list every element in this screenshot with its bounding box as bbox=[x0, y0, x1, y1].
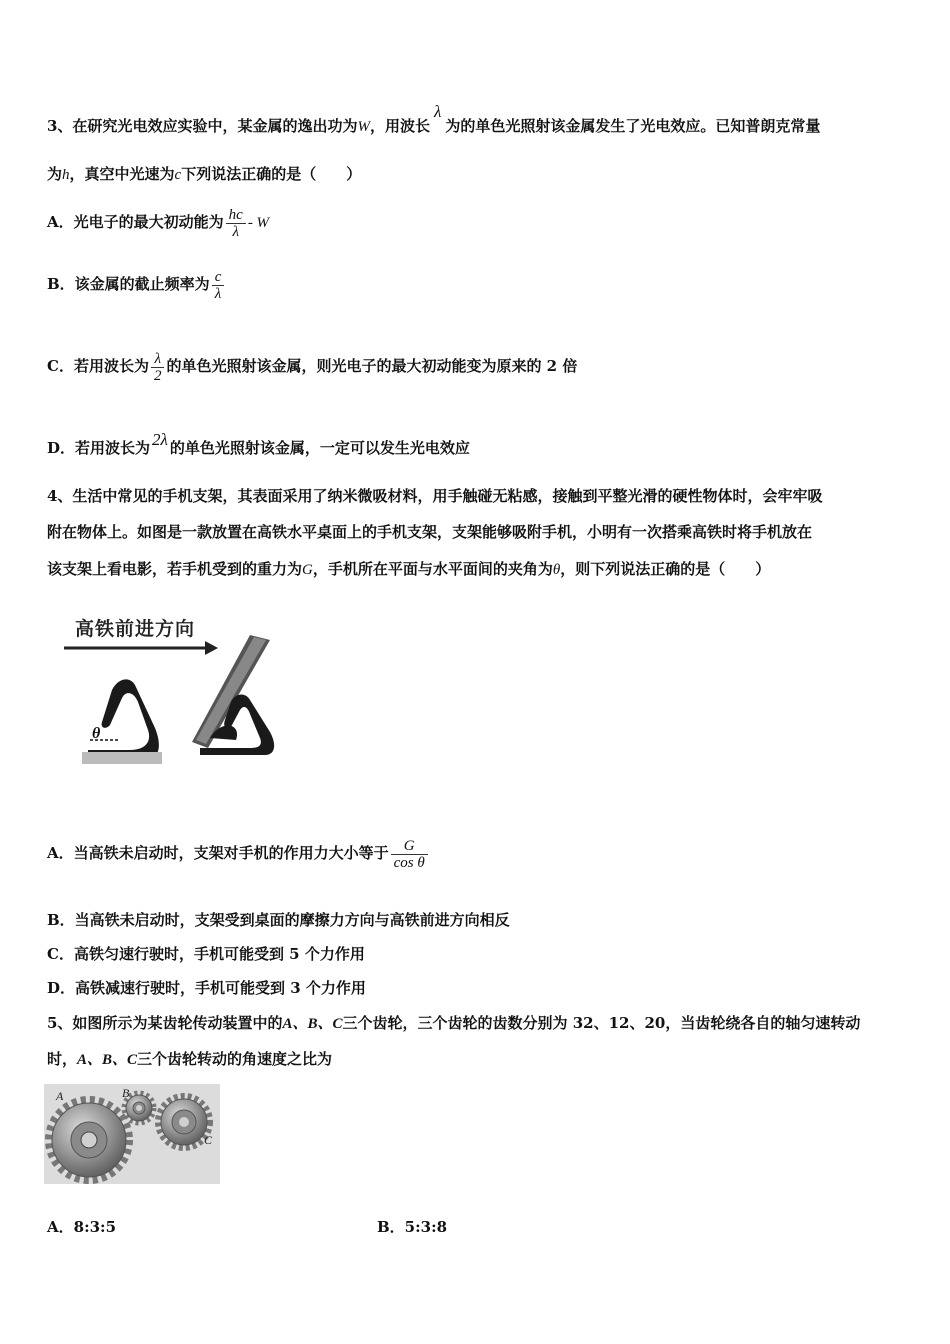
figure-caption: 高铁前进方向 bbox=[75, 618, 196, 640]
q5-text: 三个齿轮转动的角速度之比为 bbox=[137, 1050, 333, 1068]
q4-var-g: G bbox=[302, 562, 313, 578]
q3-option-d bbox=[47, 430, 470, 458]
option-tail: - W bbox=[247, 215, 270, 231]
option-label: B．该金属的截止频率为 bbox=[47, 275, 210, 293]
q5-line2 bbox=[47, 1049, 332, 1070]
q3-text: ，用波长 bbox=[369, 117, 430, 135]
q5-text: 三个齿轮，三个齿轮的齿数分别为 32、12、20，当齿轮绕各自的轴匀速转动 bbox=[342, 1014, 861, 1032]
q4-line1: 4、生活中常见的手机支架，其表面采用了纳米微吸材料，用手触碰无粘感，接触到平整光滑的硬性物体时，会牢牢吸 bbox=[47, 487, 823, 505]
q3-option-a bbox=[47, 204, 269, 241]
q4-var-theta: θ bbox=[552, 562, 561, 578]
fraction-numerator: hc bbox=[226, 207, 246, 224]
q5-text: 时， bbox=[47, 1050, 78, 1068]
fraction-numerator: c bbox=[212, 269, 225, 286]
q3-line1 bbox=[47, 102, 821, 137]
fraction-denominator: λ bbox=[232, 223, 239, 240]
math-2lambda: 2λ bbox=[152, 430, 168, 449]
q4-line2: 附在物体上。如图是一款放置在高铁水平桌面上的手机支架，支架能够吸附手机，小明有一次搭乘高铁时将手机放在 bbox=[47, 523, 813, 541]
option-label: C．若用波长为 bbox=[47, 357, 149, 375]
figure-theta-label: θ bbox=[92, 725, 101, 742]
q3-text: 下列说法正确的是（ ） bbox=[181, 165, 362, 183]
q4-option-a bbox=[47, 828, 430, 878]
q5-gears-abc: A、B、C bbox=[77, 1052, 138, 1068]
option-label: A．光电子的最大初动能为 bbox=[47, 213, 224, 231]
option-label: D．若用波长为 bbox=[47, 439, 151, 457]
q5-line1 bbox=[47, 1013, 860, 1034]
q3-text: 为的单色光照射该金属发生了光电效应。已知普朗克常量 bbox=[445, 117, 821, 135]
fraction bbox=[212, 269, 225, 302]
q3-option-c bbox=[47, 346, 577, 386]
q3-var-w: W bbox=[357, 119, 370, 135]
fraction bbox=[226, 207, 246, 240]
fraction bbox=[391, 838, 428, 871]
q4-text: 该支架上看电影，若手机受到的重力为 bbox=[47, 560, 303, 578]
q4-option-d: D．高铁减速行驶时，手机可能受到 3 个力作用 bbox=[47, 979, 366, 997]
option-tail: 的单色光照射该金属，一定可以发生光电效应 bbox=[169, 439, 470, 457]
q3-line2 bbox=[47, 164, 361, 185]
q3-text: 为 bbox=[47, 165, 63, 183]
fraction bbox=[151, 351, 165, 384]
gear-c-shape bbox=[158, 1096, 210, 1148]
q5-gears-abc: A、B、C bbox=[282, 1016, 343, 1032]
gear-a-shape bbox=[49, 1100, 129, 1180]
q3-var-h: h bbox=[62, 167, 70, 183]
phone-stand-drawing bbox=[60, 610, 285, 780]
gear-a-label: A bbox=[56, 1089, 64, 1103]
fraction-numerator: G bbox=[391, 838, 428, 855]
q4-option-c: C．高铁匀速行驶时，手机可能受到 5 个力作用 bbox=[47, 945, 365, 963]
option-label: A．当高铁未启动时，支架对手机的作用力大小等于 bbox=[47, 844, 389, 862]
q3-var-lambda: λ bbox=[433, 102, 442, 121]
phone-stand-figure bbox=[60, 610, 285, 780]
fraction-denominator: λ bbox=[214, 285, 222, 302]
q5-text: 5、如图所示为某齿轮传动装置中的 bbox=[47, 1014, 283, 1032]
gear-b-label: B bbox=[122, 1086, 130, 1100]
gear-c-label: C bbox=[204, 1133, 213, 1147]
q5-option-b: B．5:3:8 bbox=[377, 1218, 448, 1236]
q4-text: ，手机所在平面与水平面间的夹角为 bbox=[312, 560, 553, 578]
q4-line3 bbox=[47, 559, 770, 580]
q4-option-b: B．当高铁未启动时，支架受到桌面的摩擦力方向与高铁前进方向相反 bbox=[47, 911, 510, 929]
fraction-numerator: λ bbox=[151, 351, 165, 368]
gear-figure bbox=[44, 1084, 220, 1184]
q4-text: ，则下列说法正确的是（ ） bbox=[560, 560, 771, 578]
fraction-denominator: 2 bbox=[153, 367, 162, 384]
q3-option-b bbox=[47, 264, 226, 304]
q3-text: ，真空中光速为 bbox=[69, 165, 175, 183]
fraction-denominator: cos θ bbox=[393, 854, 425, 871]
q3-text: 3、在研究光电效应实验中，某金属的逸出功为 bbox=[47, 117, 358, 135]
option-tail: 的单色光照射该金属，则光电子的最大初动能变为原来的 2 倍 bbox=[166, 357, 578, 375]
gear-drawing bbox=[44, 1084, 220, 1184]
q3-var-c: c bbox=[174, 167, 182, 183]
q5-option-a: A．8:3:5 bbox=[47, 1218, 117, 1236]
